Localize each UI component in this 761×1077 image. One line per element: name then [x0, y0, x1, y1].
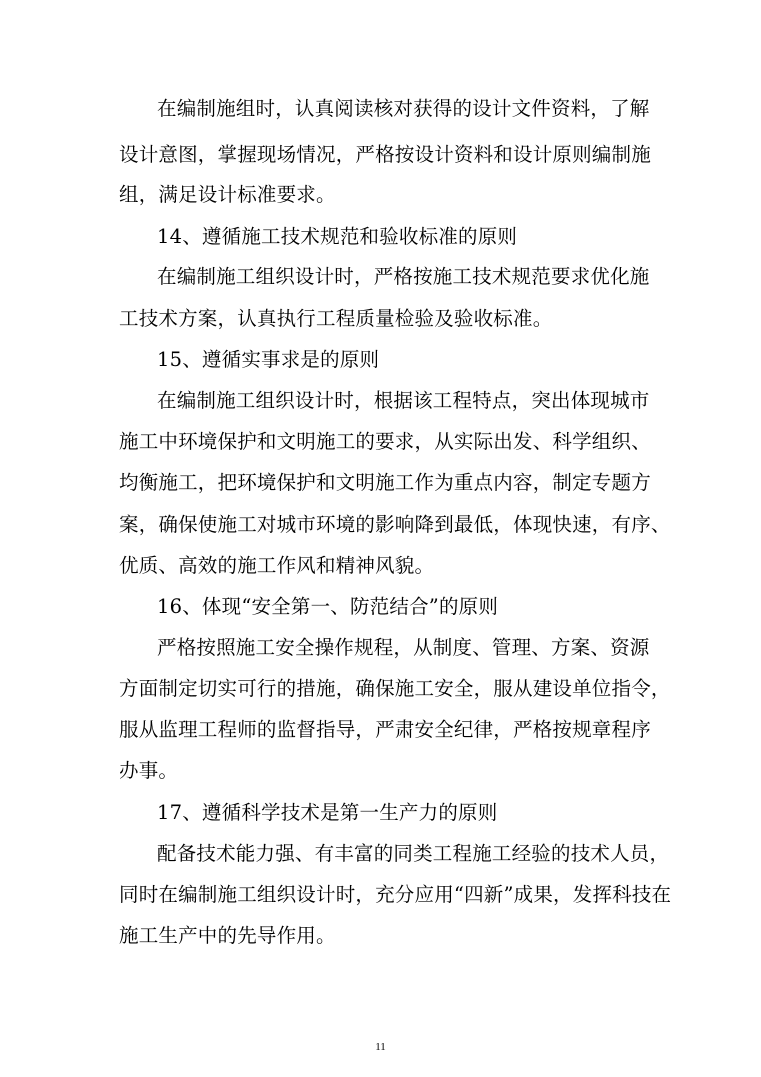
paragraph-line: 在编制施工组织设计时，严格按施工技术规范要求优化施 — [157, 265, 650, 288]
paragraph-line: 服从监理工程师的监督指导，严肃安全纪律，严格按规章程序 — [119, 718, 651, 741]
paragraph-line: 施工中环境保护和文明施工的要求，从实际出发、科学组织、 — [119, 430, 651, 453]
paragraph-line: 均衡施工，把环境保护和文明施工作为重点内容，制定专题方 — [119, 471, 651, 494]
paragraph-line: 办事。 — [119, 759, 179, 782]
paragraph-line: 同时在编制施工组织设计时，充分应用“四新”成果，发挥科技在 — [119, 883, 672, 906]
paragraph-line: 在编制施组时，认真阅读核对获得的设计文件资料，了解 — [157, 97, 650, 120]
paragraph-line: 案，确保使施工对城市环境的影响降到最低，体现快速，有序、 — [119, 513, 671, 536]
paragraph-line: 配备技术能力强、有丰富的同类工程施工经验的技术人员， — [157, 842, 670, 865]
paragraph-line: 组，满足设计标准要求。 — [119, 183, 336, 206]
paragraph-line: 方面制定切实可行的措施，确保施工安全，服从建设单位指令， — [119, 677, 671, 700]
section-heading: 16、体现“安全第一、防范结合”的原则 — [157, 595, 499, 618]
paragraph-line: 施工生产中的先导作用。 — [119, 924, 336, 947]
paragraph-line: 设计意图，掌握现场情况，严格按设计资料和设计原则编制施 — [119, 143, 651, 166]
paragraph-line: 严格按照施工安全操作规程，从制度、管理、方案、资源 — [157, 636, 650, 659]
page-number: 11 — [375, 1041, 386, 1053]
paragraph-line: 优质、高效的施工作风和精神风貌。 — [119, 554, 435, 577]
paragraph-line: 工技术方案，认真执行工程质量检验及验收标准。 — [119, 307, 553, 330]
section-heading: 15、遵循实事求是的原则 — [157, 348, 380, 371]
paragraph-line: 在编制施工组织设计时，根据该工程特点，突出体现城市 — [157, 389, 650, 412]
section-heading: 14、遵循施工技术规范和验收标准的原则 — [157, 225, 518, 248]
section-heading: 17、遵循科学技术是第一生产力的原则 — [157, 801, 498, 824]
